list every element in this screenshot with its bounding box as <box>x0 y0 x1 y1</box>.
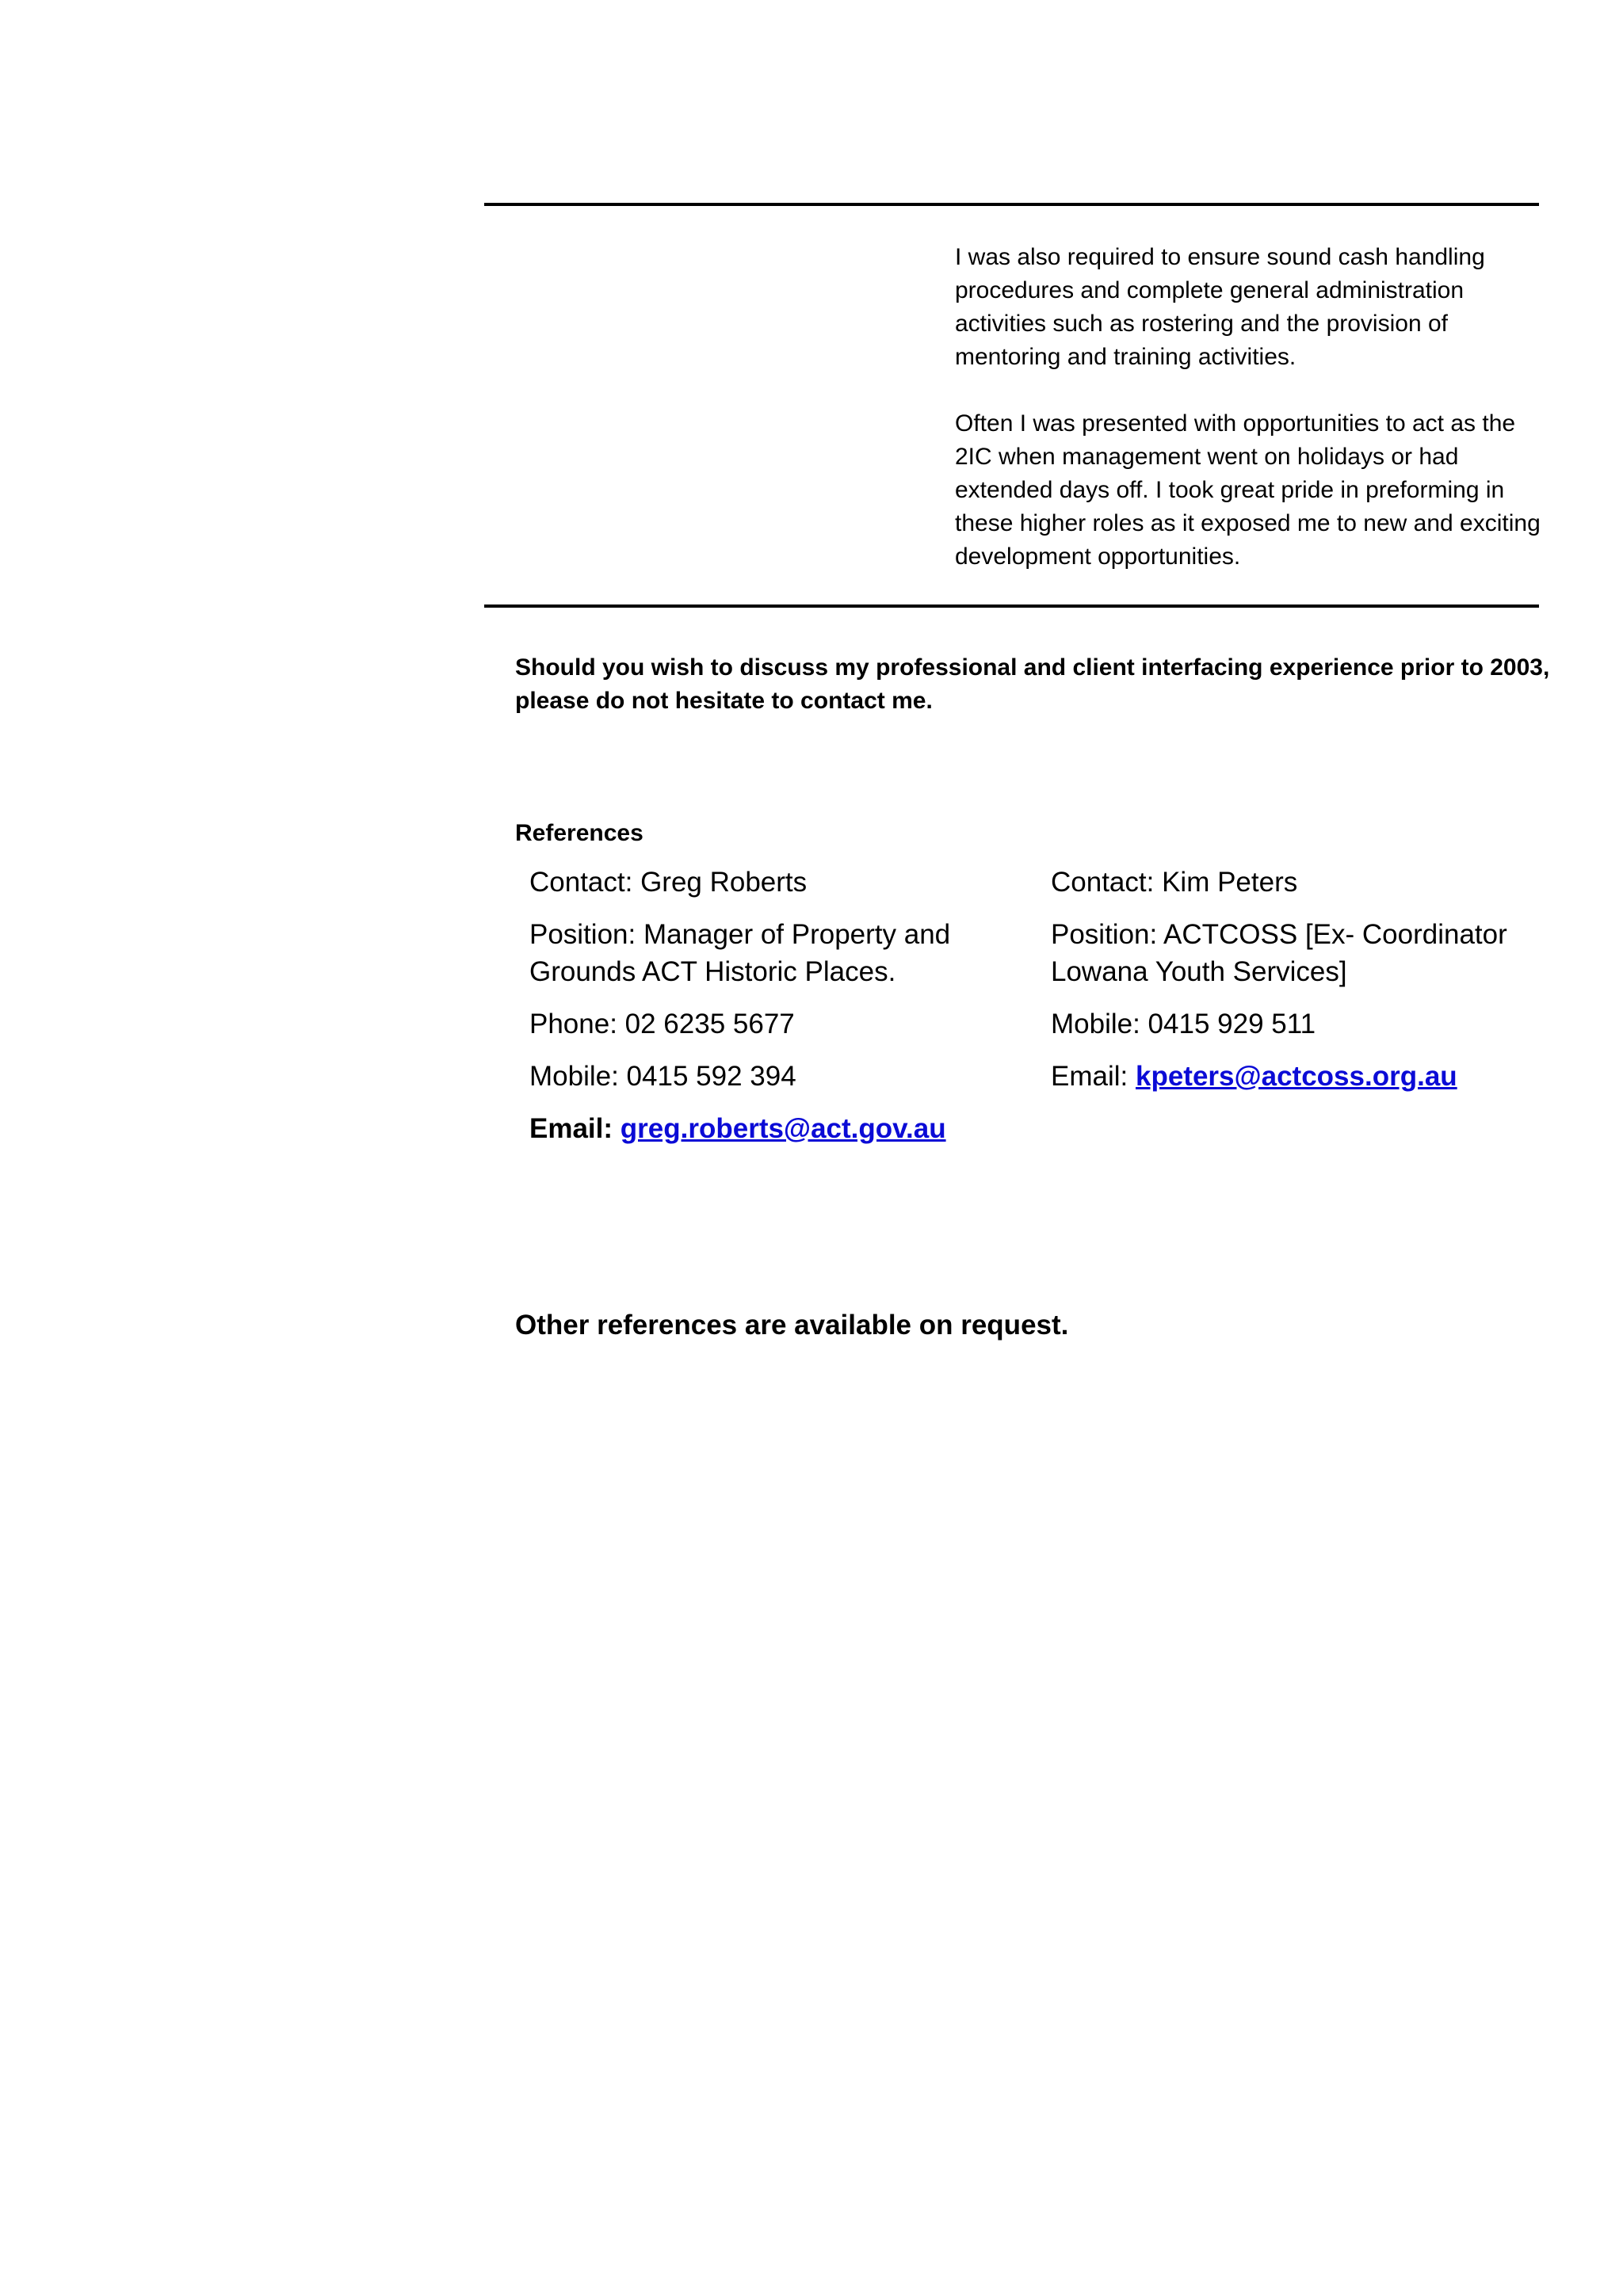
reference-mobile: Mobile: 0415 929 511 <box>1051 1009 1316 1039</box>
experience-description <box>955 241 1541 607</box>
reference-phone: Phone: 02 6235 5677 <box>529 1009 795 1039</box>
reference-contact: Contact: Greg Roberts <box>529 867 808 898</box>
reference-email-label: Email: <box>529 1113 613 1144</box>
reference-email-link[interactable]: kpeters@actcoss.org.au <box>1135 1061 1457 1092</box>
reference-position: Position: Manager of Property and Grounds ACT Historic Places. <box>529 919 951 987</box>
reference-kim-peters <box>1051 864 1542 1110</box>
reference-email-link[interactable]: greg.roberts@act.gov.au <box>620 1113 946 1144</box>
other-references-note: Other references are available on request. <box>515 1310 1069 1341</box>
experience-paragraph-1: I was also required to ensure sound cash handling procedures and complete general administration activities such as rostering and the provision of mentoring and training activities. <box>955 244 1485 370</box>
discuss-note: Should you wish to discuss my professional and client interfacing experience prior to 2003, please do not hesitate to contact me. <box>515 654 1550 714</box>
bottom-divider <box>484 605 1539 608</box>
reference-email-row <box>529 1110 1005 1147</box>
reference-greg-roberts <box>529 864 1005 1162</box>
reference-email-row <box>1051 1058 1542 1095</box>
reference-mobile: Mobile: 0415 592 394 <box>529 1061 796 1092</box>
reference-position: Position: ACTCOSS [Ex- Coordinator Lowana Youth Services] <box>1051 919 1507 987</box>
reference-email-label: Email: <box>1051 1061 1128 1092</box>
experience-paragraph-2: Often I was presented with opportunities to act as the 2IC when management went on holidays or had extended days off. I took great pride in preforming in these higher roles as it exposed me to new and exciting development opportunities. <box>955 410 1541 570</box>
reference-contact: Contact: Kim Peters <box>1051 867 1298 898</box>
references-heading: References <box>515 820 643 846</box>
top-divider <box>484 203 1539 206</box>
